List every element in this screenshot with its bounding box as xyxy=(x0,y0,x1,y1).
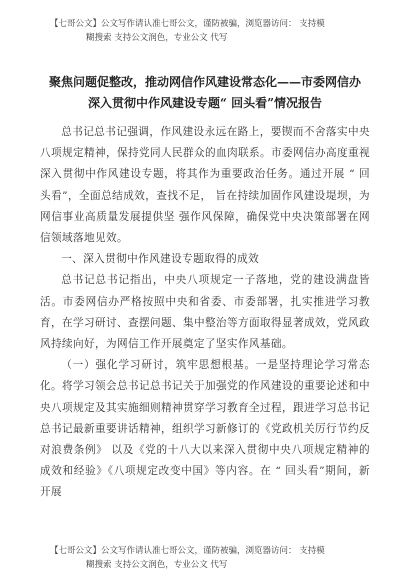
paragraph-study: （一）强化学习研讨，筑牢思想根基。一是坚持理论学习常态化。将学习领会总书记总书记关于加强党的作风建设的重要论述和中央八项规定及其实施细则精神贯穿学习教育全过程，跟进学习总书记总书记最新重要讲话精神，组织学习新修订的《党政机关厉行节约反对浪费条例》 以及《党的十八大以来深入贯彻中央八项规定精神的成效和经验》《八项规定改变中国》等内容。在 “ 回头看”期间，新开展 xyxy=(40,359,370,499)
section-heading: 一、深入贯彻中作风建设专题取得的成效 xyxy=(61,253,260,266)
paragraph-achievements: 总书记总书记指出，中央八项规定一子落地，党的建设满盘皆活。市委网信办严格按照中央和省委、市委部署，扎实推进学习教育，在学习研讨、查摆问题、集中整治等方面取得显著成效，党风政风持续向好，为网信工作开展奠定了坚实作风基础。 xyxy=(40,274,370,351)
title-line-2: 深入贯彻中作风建设专题“ 回头看”情况报告 xyxy=(88,96,322,110)
header-line-1: 【七哥公文】公文写作请认准七哥公文，谨防被骗，浏览器访问： 支持模 xyxy=(50,19,325,29)
header-line-2: 糊搜索 支持公文润色，专业公文 代写 xyxy=(86,33,228,43)
document-title xyxy=(40,72,370,114)
page-header xyxy=(50,17,370,45)
paragraph-intro: 总书记总书记强调，作风建设永远在路上，要锲而不舍落实中央八项规定精神，保持党同人民群众的血肉联系。市委网信办高度重视深入贯彻中作风建设专题，将其作为重要政治任务。通过开展 “ 回头看”，全面总结成效，查找不足， 旨在持续加固作风建设堤坝，为网信事业高质量发展提供坚 强作风保障，确保党中央决策部署在网信领域落地见效。 xyxy=(40,126,370,245)
title-line-1: 聚焦问题促整改，推动网信作风建设常态化——市委网信办 xyxy=(48,75,361,89)
document-body xyxy=(40,122,370,504)
footer-line-1: 【七哥公文】公文写作请认准七哥公文，谨防被骗，浏览器访问： 支持模 xyxy=(50,546,325,556)
footer-line-2: 糊搜索 支持公文润色，专业公文 代写 xyxy=(86,560,228,570)
page-footer xyxy=(50,544,370,572)
